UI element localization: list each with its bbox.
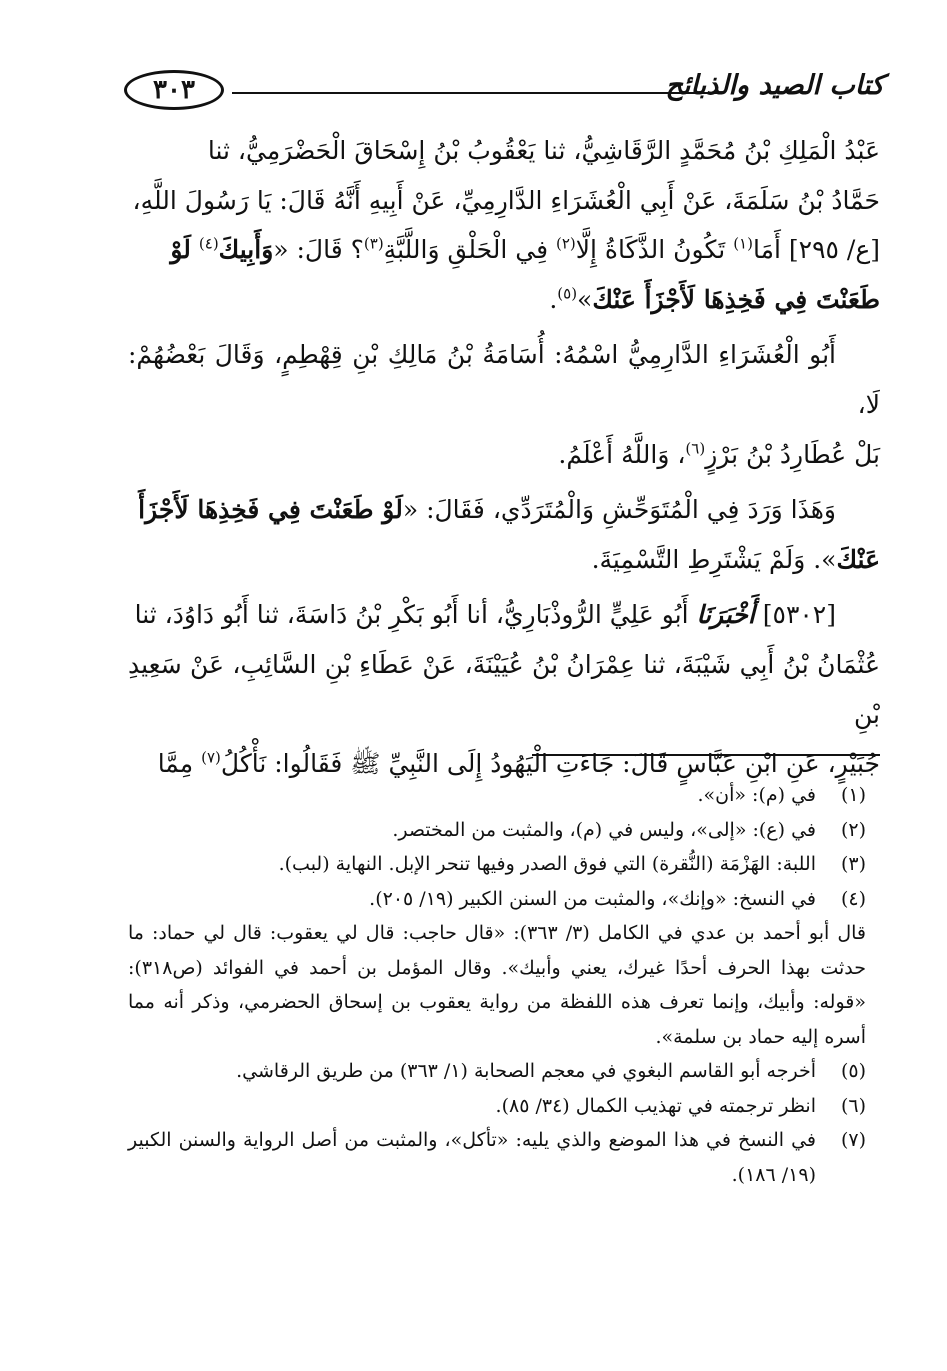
footnotes: [128, 778, 866, 1192]
text-line: [128, 535, 880, 585]
footnote-item: [128, 882, 866, 917]
footnote-text: في (م): «أن».: [697, 784, 816, 806]
text-span: ، وَاللَّهُ أَعْلَمُ.: [558, 439, 686, 469]
header-rule: [232, 92, 724, 94]
footnote-text: انظر ترجمته في تهذيب الكمال (٣٤/ ٨٥).: [495, 1094, 816, 1117]
footnote-text: اللبة: الهَزْمَة (النُّقرة) التي فوق الصدر وفيها تنحر الإبل. النهاية (لبب).: [278, 853, 816, 875]
footnote-separator: [532, 754, 880, 756]
footnote-ref: (٣): [363, 234, 384, 253]
footnote-ref: (٦): [685, 439, 706, 458]
text-span: جُبَيْرٍ، عَنِ ابْنِ عَبَّاسٍ قَالَ: جَاءَتِ الْيَهُودُ إِلَى النَّبِيِّ ﷺ فَقَالُوا: نَأْكُلُ: [220, 749, 880, 779]
hadith-text: طَعَنْتَ فِي فَخِذِهَا لَأَجْزَأَ عَنْكَ: [592, 284, 880, 314]
footnote-item: [128, 778, 866, 813]
hadith-text: لَوْ طَعَنْتَ فِي فَخِذِهَا لَأَجْزَأَ: [138, 495, 403, 525]
footnote-ref: (١): [733, 234, 753, 253]
akhbarana-word: أَخْبَرَنَا: [696, 600, 755, 630]
footnote-number: (١): [840, 784, 866, 806]
hadith-number: [٥٣٠٢]: [762, 600, 836, 630]
footnote-item: [128, 1054, 866, 1089]
footnote-item: [128, 847, 866, 882]
footnote-ref: (٤): [198, 234, 219, 253]
footnote-text: في (ع): «إلى»، وليس في (م)، والمثبت من المختصر.: [392, 818, 816, 841]
footnote-text: في النسخ في هذا الموضع والذي يليه: «تأكل»، والمثبت من أصل الرواية والسنن الكبير (١٩/ ١٨٦).: [128, 1129, 816, 1186]
footnote-ref: (٢): [556, 234, 576, 253]
footnote-text: أخرجه أبو القاسم البغوي في معجم الصحابة (١/ ٣٦٣) من طريق الرقاشي.: [236, 1060, 816, 1082]
footnote-number: (٤): [840, 887, 866, 910]
text-line: [128, 590, 880, 640]
hadith-text: وَأَبِيكَ: [218, 235, 274, 265]
text-line: عَبْدُ الْمَلِكِ بْنُ مُحَمَّدٍ الرَّقَاشِيُّ، ثنا يَعْقُوبُ بْنُ إِسْحَاقَ الْحَضْرَمِيُّ، ثنا: [207, 136, 880, 165]
text-line: أَبُو الْعُشَرَاءِ الدَّارِمِيُّ اسْمُهُ: أُسَامَةُ بْنُ مَالِكِ بْنِ قِهْطِمٍ، وَقَالَ بَعْضُهُمْ: لَا،: [128, 340, 880, 419]
text-line: [128, 430, 880, 480]
text-span: »: [577, 284, 593, 314]
footnote-item: [128, 1089, 866, 1124]
text-span: فِي الْحَلْقِ وَاللَّبَّةِ: [383, 235, 549, 265]
footnote-text: في النسخ: «وإنك»، والمثبت من السنن الكبير (١٩/ ٢٠٥).: [369, 887, 816, 910]
hadith-text: لَوْ: [170, 235, 191, 265]
hadith-text: عَنْكَ: [836, 544, 880, 574]
page-number: ٣٠٣: [124, 70, 224, 110]
footnote-number: (٥): [840, 1060, 866, 1082]
text-line: [128, 225, 880, 275]
running-title: كتاب الصيد والذبائح: [665, 70, 884, 101]
text-span: .: [549, 284, 558, 314]
text-line: [128, 485, 880, 535]
manuscript-folio-ref: [ع/ ٢٩٥]: [788, 235, 880, 265]
footnote-number: (٣): [840, 853, 866, 875]
text-span: وَهَذَا وَرَدَ فِي الْمُتَوَحِّشِ وَالْمُتَرَدِّي، فَقَالَ: «: [402, 495, 836, 525]
footnote-number: (٢): [840, 818, 866, 841]
text-span: بَلْ عُطَارِدُ بْنُ بَرْزٍ: [705, 439, 880, 469]
footnote-number: (٧): [840, 1129, 866, 1151]
footnote-ref: (٧): [201, 748, 221, 767]
page-header: [124, 66, 884, 126]
text-span: أَبُو عَلِيٍّ الرُّوذْبَارِيُّ، أنا أَبُو بَكْرِ بْنُ دَاسَةَ، ثنا أَبُو دَاوُدَ، ثنا: [134, 600, 689, 630]
text-span: مِمَّا: [157, 749, 194, 779]
footnote-ref: (٥): [557, 284, 578, 303]
main-text: [128, 126, 880, 789]
footnote-item: [128, 1123, 866, 1192]
text-line: [128, 275, 880, 325]
footnote-number: (٦): [840, 1094, 866, 1117]
text-span: ؟ قَالَ: «: [273, 235, 364, 265]
text-span: ». وَلَمْ يَشْتَرِطِ التَّسْمِيَةَ.: [591, 544, 837, 574]
text-span: تَكُونُ الذَّكَاةُ إِلَّا: [575, 235, 726, 265]
text-line: عُثْمَانُ بْنُ أَبِي شَيْبَةَ، ثنا عِمْرَانُ بْنُ عُيَيْنَةَ، عَنْ عَطَاءِ بْنِ السَّائِبِ، عَنْ سَعِيدِ بْنِ: [128, 649, 880, 729]
footnote-item: [128, 813, 866, 848]
text-span: أَمَا: [752, 235, 781, 265]
footnote-continuation: قال أبو أحمد بن عدي في الكامل (٣/ ٣٦٣): «قال حاجب: قال لي يعقوب: قال لي حماد: ما حدثت بهذا الحرف أحدًا غيرك، يعني وأبيك». وقال المؤمل بن أحمد في الفوائد (ص٣١٨): «قوله: وأبيك، وإنما تعرف هذه اللفظة من رواية يعقوب بن إسحاق الحضرمي، وذكر أنه مما أسره إليه حماد بن سلمة».: [128, 922, 866, 1048]
text-line: حَمَّادُ بْنُ سَلَمَةَ، عَنْ أَبِي الْعُشَرَاءِ الدَّارِمِيِّ، عَنْ أَبِيهِ أَنَّهُ قَالَ: يَا رَسُولَ اللَّهِ،: [132, 185, 880, 215]
